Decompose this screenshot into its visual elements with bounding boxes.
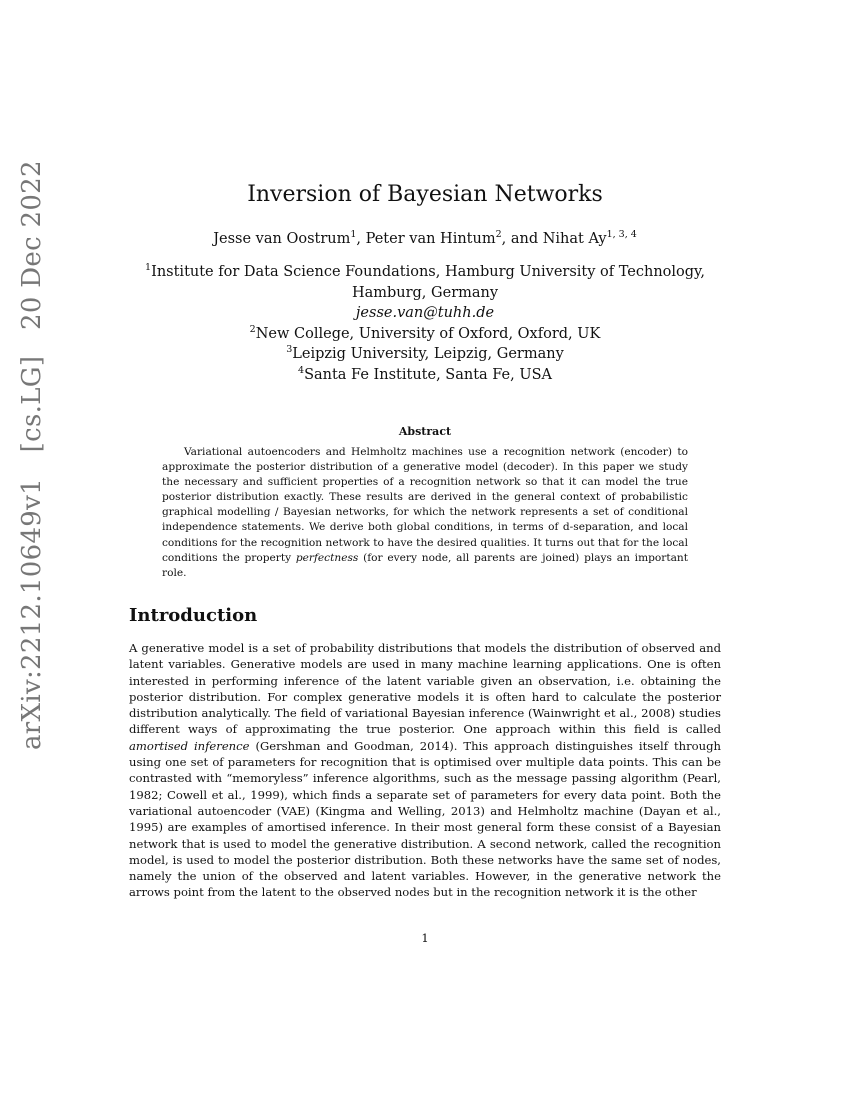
arxiv-stamp-text [8,160,56,750]
abstract-text-part: Variational autoencoders and Helmholtz machines use a recognition network (encoder) to approximate the posterior distribution of a generative model (decoder). In this paper we study the necessary and sufficient properties of a recognition network so that it can model the true posterior distribution exactly. These results are derived in the general context of probabilistic graphical modelling / Bayesian networks, for which the network represents a set of conditional independence statements. We derive both global conditions, in terms of d-separation, and local conditions for the recognition network to have the desired qualities. It turns out that for the local conditions the property [162,446,688,564]
page-number: 1 [421,931,429,945]
author-name: Peter van Hintum [365,231,496,247]
author-affiliation-mark: 1, 3, 4 [606,229,637,241]
affiliation-2 [130,324,720,345]
author-affiliation-mark: 2 [495,229,502,241]
author-separator: , [356,231,366,247]
affiliation-1 [130,262,720,283]
affiliation-mark: 3 [286,344,293,356]
author-separator: , and [501,231,543,247]
arxiv-side-stamp [8,160,56,750]
affiliation-text: Leipzig University, Leipzig, Germany [292,346,564,362]
intro-emphasis: amortised inference [129,738,250,753]
affiliation-text: Santa Fe Institute, Santa Fe, USA [304,366,552,383]
author-list [130,228,720,250]
arxiv-date: 20 Dec 2022 [17,160,47,331]
abstract-text [162,445,688,581]
affiliation-3 [130,344,720,365]
contact-email: jesse.van@tuhh.de [355,305,495,321]
affiliation-mark: 2 [249,323,256,335]
author-affiliation-mark: 1 [350,229,357,241]
intro-text-part: (Gershman and Goodman, 2014). This approach distinguishes itself through using one set of parameters for recognition that is optimised over multiple data points. This can be contrasted with “memoryless” inference algorithms, such as the message passing algorithm (Pearl, 1982; Cowell et al., 1999), which finds a separate set of parameters for every data point. Both the variational autoencoder (VAE) (Kingma and Welling, 2013) and Helmholtz machine (Dayan et al., 1995) are examples of amortised inference. In their most general form these consist of a Bayesian network that is used to model the generative distribution. A second network, called the recognition model, is used to model the posterior distribution. Both these networks have the same set of nodes, namely the union of the observed and latent variables. However, in the generative network the arrows point from the latent to the observed nodes but in the recognition network it is the other [129,738,721,900]
abstract-heading: Abstract [398,425,452,438]
author-name: Nihat Ay [542,231,607,247]
author-name: Jesse van Oostrum [213,231,351,247]
affiliation-1-city: Hamburg, Germany [351,284,499,301]
affiliation-mark: 1 [145,262,152,274]
introduction-paragraph [129,640,721,901]
arxiv-category: [cs.LG] [17,355,47,453]
affiliation-mark: 4 [298,364,305,376]
intro-text-part: A generative model is a set of probability distributions that models the distribution of observed and latent variables. Generative models are used in many machine learning applications. One is often interested in performing inference of the latent variable given an observation, i.e. obtaining the posterior distribution. For complex generative models it is often hard to calculate the posterior distribution analytically. The field of variational Bayesian inference (Wainwright et al., 2008) studies different ways of approximating the true posterior. One approach within this field is called [129,641,721,737]
affiliation-4 [130,365,720,386]
abstract-emphasis: perfectness [295,551,359,564]
abstract-text-part: (for every node, all parents are joined) plays an important role. [162,551,688,579]
paper-title: Inversion of Bayesian Networks [247,182,603,207]
arxiv-id: arXiv:2212.10649v1 [17,478,47,750]
section-heading-introduction: Introduction [129,605,258,626]
affiliation-text: Institute for Data Science Foundations, Hamburg University of Technology, [151,264,705,280]
affiliation-text: New College, University of Oxford, Oxford, UK [255,325,601,342]
affiliation-list [130,262,720,385]
